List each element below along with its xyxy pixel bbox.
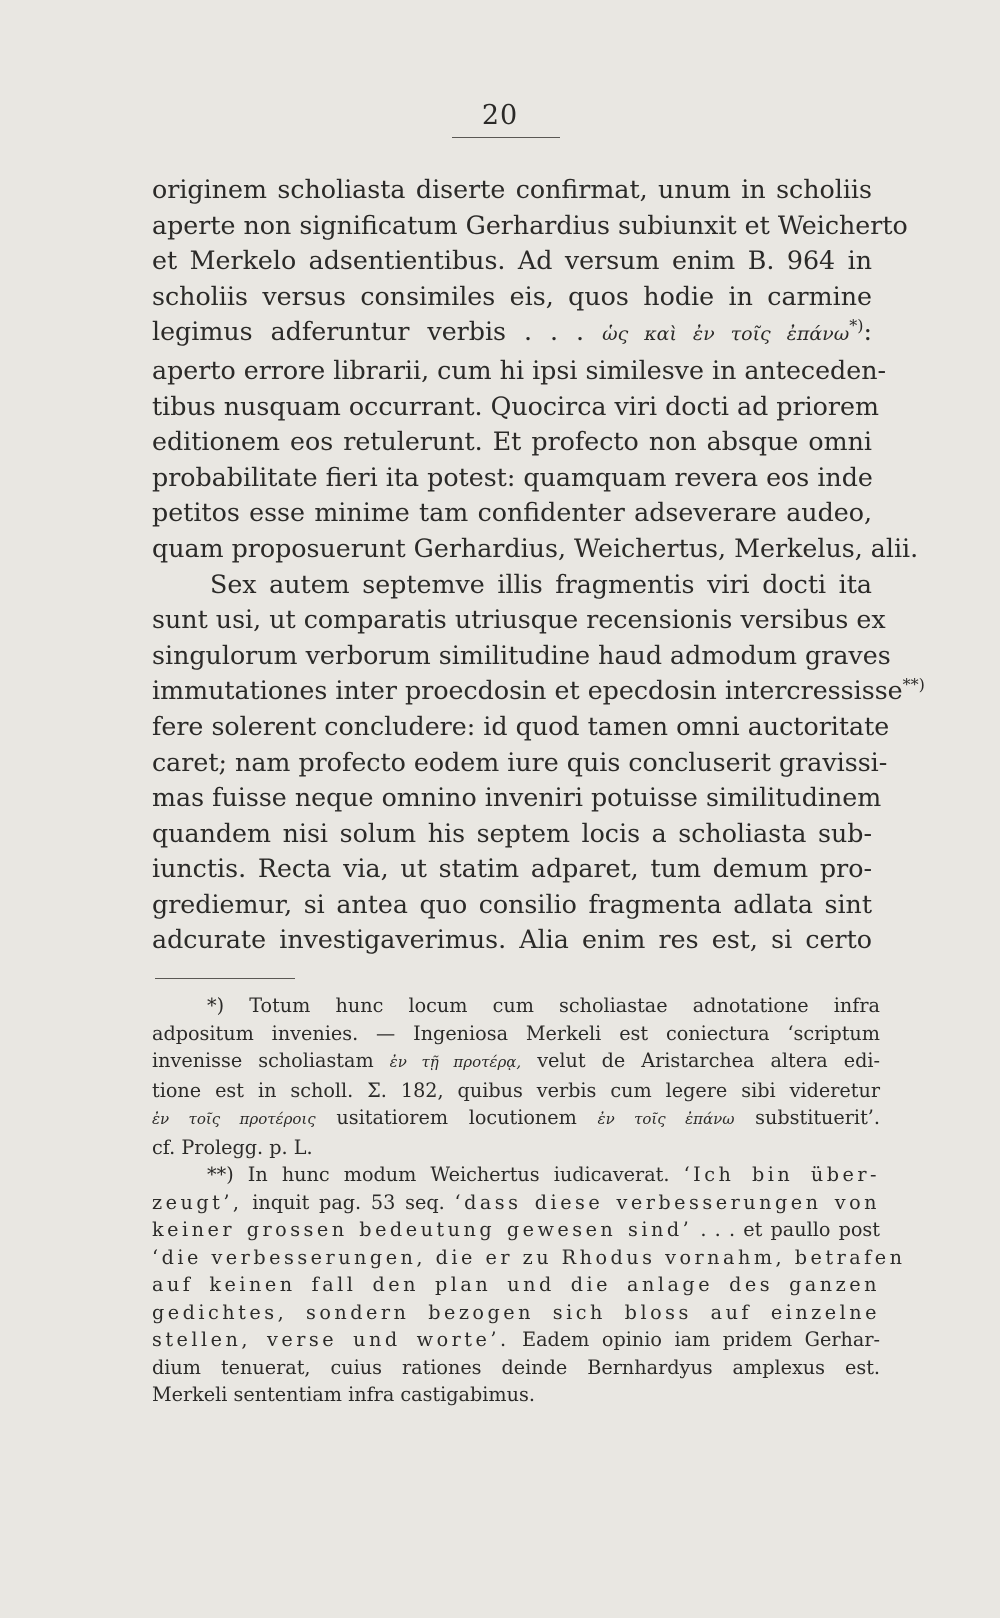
footnote-line: ‘die verbesserungen, die er zu Rhodus vornahm, betrafen (152, 1245, 906, 1269)
text-fragment: velut de Aristarchea altera edi- (537, 1049, 880, 1072)
page-number: 20 (481, 100, 519, 131)
text-line (152, 314, 872, 353)
text-line: tibus nusquam occurrant. Quocirca viri docti ad priorem (152, 391, 879, 421)
greek-phrase: ἐν τοῖς ἐπάνω (597, 1110, 735, 1128)
footnote-marker: **) (902, 675, 925, 695)
text-line: petitos esse minime tam confidenter adseverare audeo, (152, 498, 872, 528)
text-fragment: immutationes inter proecdosin et epecdosin intercressisse (152, 676, 903, 706)
footnote-line: *) Totum hunc locum cum scholiastae adnotatione infra (207, 994, 880, 1017)
text-line: mas fuisse neque omnino inveniri potuisse similitudinem (152, 783, 882, 813)
footnotes (152, 992, 906, 1409)
text-line: aperte non significatum Gerhardius subiunxit et Weicherto (152, 210, 908, 240)
text-line: quam proposuerunt Gerhardius, Weichertus, Merkelus, alii. (152, 533, 919, 563)
spaced-quote: keiner grossen bedeutung gewesen sind’ (152, 1218, 693, 1241)
text-line: grediemur, si antea quo consilio fragmenta adlata sint (152, 889, 872, 919)
text-line: aperto errore librarii, cum hi ipsi similesve in anteceden- (152, 355, 887, 385)
spaced-quote: stellen, verse und worte’. (152, 1328, 510, 1351)
text-fragment: substituerit’. (755, 1106, 880, 1129)
footnote-line (152, 1161, 880, 1189)
spaced-quote: ‘dass diese verbesserungen von (454, 1190, 880, 1214)
text-fragment: Eadem opinio iam pridem Gerhar- (522, 1328, 880, 1351)
text-fragment: inquit pag. 53 seq. (252, 1190, 445, 1214)
text-line: sunt usi, ut comparatis utriusque recensionis versibus ex (152, 605, 886, 635)
text-fragment: **) In hunc modum Weichertus iudicaverat. (207, 1163, 670, 1186)
text-line: originem scholiasta diserte confirmat, unum in scholiis (152, 175, 872, 204)
footnote-line: Merkeli sententiam infra castigabimus. (152, 1383, 535, 1406)
text-line: probabilitate fieri ita potest: quamquam revera eos inde (152, 462, 873, 492)
spaced-quote: ‘Ich bin über- (683, 1163, 880, 1186)
greek-phrase: ἐν τῇ προτέρᾳ, (389, 1053, 522, 1071)
text-line: singulorum verborum similitudine haud admodum graves (152, 640, 891, 670)
footnote-line (152, 1104, 880, 1134)
text-line: et Merkelo adsentientibus. Ad versum enim B. 964 in (152, 246, 872, 276)
footnote-line (152, 1189, 880, 1217)
text-line: iunctis. Recta via, ut statim adparet, tum demum pro- (152, 854, 872, 884)
text-line: fere solerent concludere: id quod tamen omni auctoritate (152, 711, 890, 741)
footnote-line: tione est in scholl. Σ. 182, quibus verbis cum legere sibi videretur (152, 1078, 880, 1102)
text-fragment: invenisse scholiastam (152, 1049, 374, 1072)
footnote-line: gedichtes, sondern bezogen sich bloss auf einzelne (152, 1300, 880, 1324)
footnote-rule (155, 978, 295, 979)
main-text (152, 172, 925, 958)
greek-phrase: ἐν τοῖς προτέροις (152, 1110, 316, 1128)
text-line: quandem nisi solum his septem locis a scholiasta sub- (152, 818, 872, 848)
text-line: editionem eos retulerunt. Et profecto non absque omni (152, 427, 872, 457)
text-fragment: usitatiorem locutionem (336, 1106, 577, 1129)
footnote-line: auf keinen fall den plan und die anlage des ganzen (152, 1273, 880, 1296)
spaced-quote: zeugt’, (152, 1190, 243, 1214)
text-line: Sex autem septemve illis fragmentis viri docti ita (210, 569, 872, 599)
footnote-line (152, 1216, 880, 1244)
text-fragment: legimus adferuntur verbis . . . (152, 317, 585, 347)
footnote-line (152, 1047, 880, 1077)
text-line: adcurate investigaverimus. Alia enim res est, si certo (152, 925, 872, 955)
header-rule (452, 137, 560, 138)
footnote-line: dium tenuerat, cuius rationes deinde Bernhardyus amplexus est. (152, 1355, 880, 1379)
greek-phrase: ὡς καὶ ἐν τοῖς ἐπάνω (602, 323, 850, 346)
text-fragment: : (863, 317, 872, 347)
text-line (152, 673, 925, 709)
text-fragment: . . . et paullo post (700, 1218, 880, 1241)
footnote-line: cf. Prolegg. p. L. (152, 1135, 313, 1159)
text-line: scholiis versus consimiles eis, quos hodie in carmine (152, 281, 872, 311)
footnote-line: adpositum invenies. — Ingeniosa Merkeli est coniectura ‘scriptum (152, 1021, 880, 1045)
footnote-line (152, 1326, 880, 1354)
footnote-marker: *) (849, 316, 864, 336)
text-line: caret; nam profecto eodem iure quis concluserit gravissi- (152, 747, 888, 777)
